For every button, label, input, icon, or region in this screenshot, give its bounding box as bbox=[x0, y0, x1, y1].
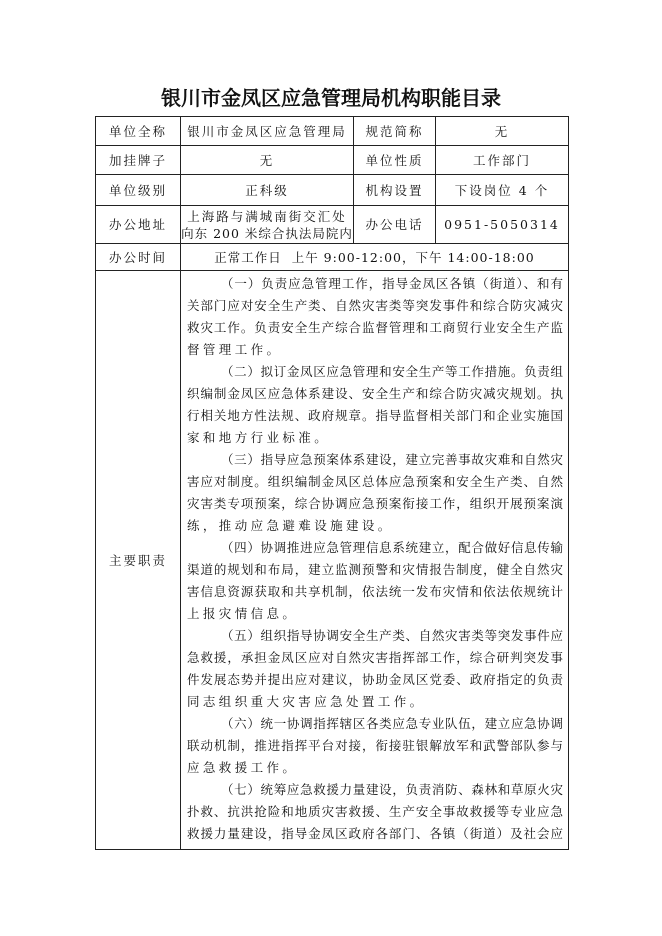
duty-line: 害应对制度。组织编制金凤区总体应急预案和安全生产类、自然 bbox=[187, 474, 563, 489]
table-row bbox=[96, 146, 569, 175]
duty-line: 关部门应对安全生产类、自然灾害类等突发事件和综合防灾减灾 bbox=[187, 298, 563, 313]
duty-line: （二）拟订金凤区应急管理和安全生产等工作措施。负责组 bbox=[221, 364, 563, 379]
value-nature: 工作部门 bbox=[436, 146, 569, 175]
directory-table bbox=[95, 116, 569, 850]
duty-line: 救援力量建设，指导金凤区政府各部门、各镇（街道）及社会应 bbox=[187, 826, 563, 841]
table-row bbox=[96, 117, 569, 146]
table-row bbox=[96, 271, 569, 850]
duty-line: 督管理工作。 bbox=[187, 342, 283, 357]
duty-line: （七）统筹应急救援力量建设，负责消防、森林和草原火灾 bbox=[221, 782, 563, 797]
table-row bbox=[96, 244, 569, 271]
label-level: 单位级别 bbox=[96, 175, 181, 206]
label-address: 办公地址 bbox=[96, 206, 181, 244]
duty-line: 家和地方行业标准。 bbox=[187, 430, 331, 445]
duty-line: （五）组织指导协调安全生产类、自然灾害类等突发事件应 bbox=[221, 628, 563, 643]
address-line: 向东 200 米综合执法局院内 bbox=[181, 225, 353, 241]
duty-line: 联动机制，推进指挥平台对接，衔接驻银解放军和武警部队参与 bbox=[187, 738, 563, 753]
duty-line: （六）统一协调指挥辖区各类应急专业队伍，建立应急协调 bbox=[221, 716, 563, 731]
duty-line: 灾害类专项预案，综合协调应急预案衔接工作，组织开展预案演 bbox=[187, 496, 563, 511]
table-row bbox=[96, 175, 569, 206]
duty-line: 练，推动应急避难设施建设。 bbox=[187, 518, 394, 533]
duty-line: 行相关地方性法规、政府规章。指导监督相关部门和企业实施国 bbox=[187, 408, 563, 423]
label-nature: 单位性质 bbox=[354, 146, 436, 175]
table-row bbox=[96, 206, 569, 244]
value-phone: 0951-5050314 bbox=[436, 206, 569, 244]
duty-line: 救灾工作。负责安全生产综合监督管理和工商贸行业安全生产监 bbox=[187, 320, 563, 335]
duty-line: 应急救援工作。 bbox=[187, 760, 299, 775]
value-short-name: 无 bbox=[436, 117, 569, 146]
value-full-name: 银川市金凤区应急管理局 bbox=[181, 117, 354, 146]
label-short-name: 规范简称 bbox=[354, 117, 436, 146]
value-address bbox=[181, 206, 354, 244]
duty-line: 扑救、抗洪抢险和地质灾害救援、生产安全事故救援等专业应急 bbox=[187, 804, 563, 819]
duty-line: （一）负责应急管理工作，指导金凤区各镇（街道）、和有 bbox=[221, 276, 563, 291]
duty-line: 害信息资源获取和共享机制，依法统一发布灾情和依法依规统计 bbox=[187, 584, 563, 599]
duty-line: 急救援，承担金凤区应对自然灾害指挥部工作，综合研判突发事 bbox=[187, 650, 563, 665]
value-org: 下设岗位 4 个 bbox=[436, 175, 569, 206]
label-plaque: 加挂牌子 bbox=[96, 146, 181, 175]
duty-line: 织编制金凤区应急体系建设、安全生产和综合防灾减灾规划。执 bbox=[187, 386, 563, 401]
duty-line: 上报灾情信息。 bbox=[187, 606, 299, 621]
duty-line: 同志组织重大灾害应急处置工作。 bbox=[187, 694, 426, 709]
value-level: 正科级 bbox=[181, 175, 354, 206]
page-title: 银川市金凤区应急管理局机构职能目录 bbox=[161, 86, 501, 110]
label-org: 机构设置 bbox=[354, 175, 436, 206]
duty-line: 件发展态势并提出应对建议，协助金凤区党委、政府指定的负责 bbox=[187, 672, 563, 687]
duty-line: （四）协调推进应急管理信息系统建立，配合做好信息传输 bbox=[221, 540, 563, 555]
duties-cell bbox=[181, 271, 569, 850]
label-phone: 办公电话 bbox=[354, 206, 436, 244]
duty-line: 渠道的规划和布局，建立监测预警和灾情报告制度，健全自然灾 bbox=[187, 562, 563, 577]
label-duties: 主要职责 bbox=[96, 271, 181, 850]
value-plaque: 无 bbox=[181, 146, 354, 175]
address-line: 上海路与满城南街交汇处 bbox=[187, 208, 347, 224]
value-hours: 正常工作日 上午 9:00-12:00，下午 14:00-18:00 bbox=[181, 244, 569, 271]
label-hours: 办公时间 bbox=[96, 244, 181, 271]
label-full-name: 单位全称 bbox=[96, 117, 181, 146]
duty-line: （三）指导应急预案体系建设，建立完善事故灾难和自然灾 bbox=[221, 452, 563, 467]
